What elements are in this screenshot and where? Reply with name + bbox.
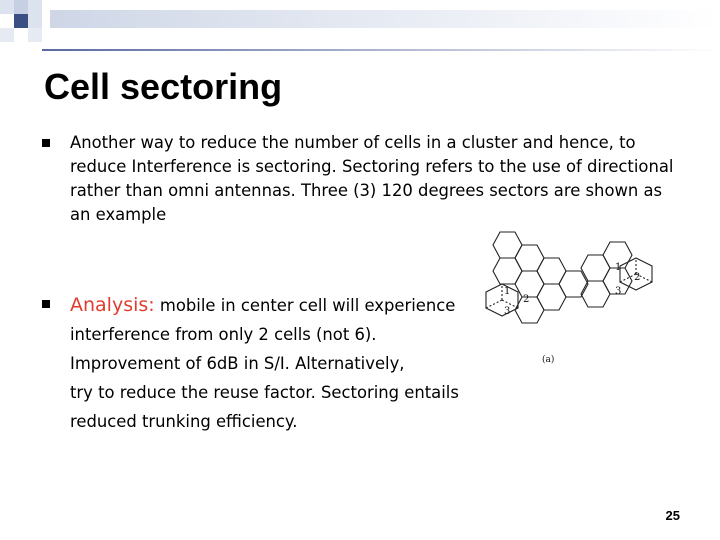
- sector-label: 1: [504, 286, 511, 297]
- bullet2-line: Improvement of 6dB in S/I. Alternatively,: [70, 354, 405, 373]
- sectoring-diagram: [470, 222, 670, 372]
- bullet2-line: interference from only 2 cells (not 6).: [70, 325, 377, 344]
- sector-divider: [486, 284, 518, 308]
- header-decoration: [0, 0, 720, 50]
- slide-title: Cell sectoring: [44, 66, 283, 107]
- hex-cell: [515, 297, 544, 323]
- sector-label: 3: [504, 306, 511, 317]
- bullet-text-1: Another way to reduce the number of cells in a cluster and hence, to reduce Interference is sectoring. Sectoring refers to the use of directional rather than omni antennas. Three (3) 120 degrees sectors are shown as an example: [70, 133, 674, 224]
- sector-label: 2: [523, 294, 530, 305]
- bullet2-line: try to reduce the reuse factor. Sectoring entails: [70, 383, 459, 402]
- sector-label: 2: [634, 272, 641, 283]
- diagram-caption: (a): [542, 355, 555, 365]
- bullet-marker: [42, 139, 50, 147]
- sector-label: 1: [615, 262, 622, 273]
- title-rule: [42, 49, 720, 53]
- sector-label: 3: [615, 286, 622, 297]
- bullet-marker: [42, 300, 50, 308]
- analysis-label: Analysis:: [70, 294, 155, 316]
- page-number: 25: [665, 508, 680, 523]
- bullet2-first-line: mobile in center cell will experience: [154, 296, 456, 315]
- bullet-text-2: [70, 291, 460, 436]
- bullet2-line: reduced trunking efficiency.: [70, 412, 298, 431]
